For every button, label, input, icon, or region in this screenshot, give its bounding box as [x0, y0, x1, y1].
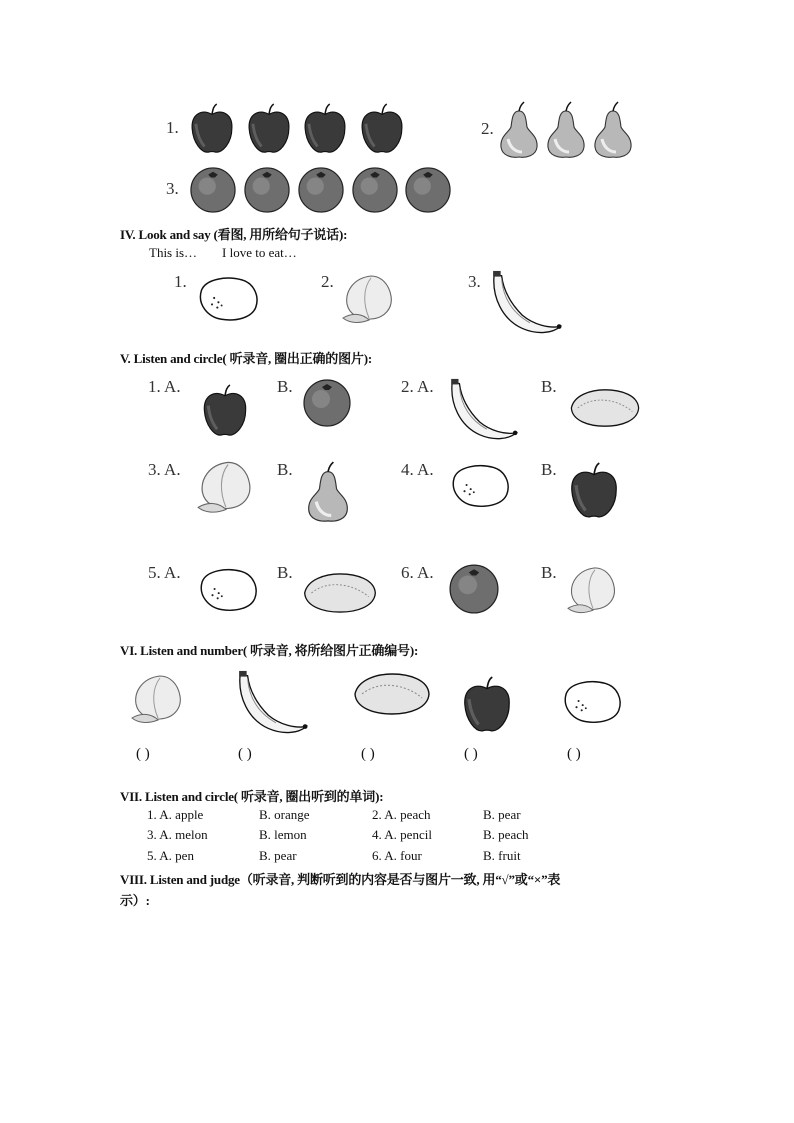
q6-a-label: 6. A. — [401, 563, 434, 582]
q4-b-label: B. — [541, 460, 557, 479]
lemon-icon — [196, 564, 260, 614]
q1-option-a[interactable]: 1. A. apple — [147, 807, 204, 822]
apple-icon — [198, 384, 252, 438]
apple-icon — [356, 103, 408, 155]
q2-option-a[interactable]: 2. A. peach — [372, 807, 431, 822]
q5-b-label: B. — [277, 563, 293, 582]
section-4-heading: IV. Look and say (看图, 用所给句子说话): — [120, 227, 348, 242]
apple-icon — [566, 462, 622, 520]
answer-blank-1[interactable]: ( ) — [136, 746, 150, 762]
sentence-1: This is… — [149, 245, 198, 260]
answer-blank-4[interactable]: ( ) — [464, 746, 478, 762]
q5-option-b[interactable]: B. pear — [259, 848, 297, 863]
lemon-icon — [195, 272, 261, 324]
apple-icon — [186, 103, 238, 155]
orange-icon — [448, 563, 500, 615]
q6-b-label: B. — [541, 563, 557, 582]
sentence-2: I love to eat… — [222, 245, 297, 260]
orange-icon — [189, 166, 237, 214]
answer-blank-5[interactable]: ( ) — [567, 746, 581, 762]
orange-icon — [302, 378, 352, 428]
q3-option-b[interactable]: B. lemon — [259, 827, 307, 842]
q3-a-label: 3. A. — [148, 460, 181, 479]
q3-option-a[interactable]: 3. A. melon — [147, 827, 208, 842]
q1-option-b[interactable]: B. orange — [259, 807, 310, 822]
section-4-label-3: 3. — [468, 272, 481, 291]
apple-icon — [460, 676, 514, 734]
banana-icon — [448, 378, 522, 442]
row-label-1: 1. — [166, 118, 179, 137]
q2-a-label: 2. A. — [401, 377, 434, 396]
row-label-3: 3. — [166, 179, 179, 198]
section-4-label-1: 1. — [174, 272, 187, 291]
q1-a-label: 1. A. — [148, 377, 181, 396]
q4-a-label: 4. A. — [401, 460, 434, 479]
q2-b-label: B. — [541, 377, 557, 396]
melon-icon — [300, 572, 380, 614]
q4-option-b[interactable]: B. peach — [483, 827, 529, 842]
answer-blank-3[interactable]: ( ) — [361, 746, 375, 762]
melon-icon — [566, 388, 644, 428]
section-8-heading-line-2: 示）: — [120, 893, 150, 908]
peach-icon — [340, 272, 398, 326]
orange-icon — [243, 166, 291, 214]
peach-icon — [130, 672, 186, 726]
q4-option-a[interactable]: 4. A. pencil — [372, 827, 432, 842]
peach-icon — [196, 458, 256, 516]
lemon-icon — [448, 460, 512, 510]
q5-a-label: 5. A. — [148, 563, 181, 582]
orange-icon — [404, 166, 452, 214]
section-4-label-2: 2. — [321, 272, 334, 291]
banana-icon — [236, 670, 312, 736]
apple-icon — [299, 103, 351, 155]
row-label-2: 2. — [481, 119, 494, 138]
peach-icon — [564, 564, 622, 616]
banana-icon — [489, 270, 567, 336]
q6-option-a[interactable]: 6. A. four — [372, 848, 422, 863]
orange-icon — [297, 166, 345, 214]
pear-icon — [496, 101, 542, 159]
section-5-heading: V. Listen and circle( 听录音, 圈出正确的图片): — [120, 351, 372, 366]
apple-icon — [243, 103, 295, 155]
q2-option-b[interactable]: B. pear — [483, 807, 521, 822]
pear-icon — [543, 101, 589, 159]
melon-icon — [352, 672, 432, 716]
section-8-heading-line-1: VIII. Listen and judge（听录音, 判断听到的内容是否与图片一致, 用“√”或“×”表 — [120, 872, 561, 887]
pear-icon — [590, 101, 636, 159]
q5-option-a[interactable]: 5. A. pen — [147, 848, 194, 863]
section-7-heading: VII. Listen and circle( 听录音, 圈出听到的单词): — [120, 789, 384, 804]
q1-b-label: B. — [277, 377, 293, 396]
orange-icon — [351, 166, 399, 214]
q6-option-b[interactable]: B. fruit — [483, 848, 521, 863]
answer-blank-2[interactable]: ( ) — [238, 746, 252, 762]
pear-icon — [303, 461, 353, 523]
section-6-heading: VI. Listen and number( 听录音, 将所给图片正确编号): — [120, 643, 419, 658]
q3-b-label: B. — [277, 460, 293, 479]
lemon-icon — [560, 676, 624, 726]
